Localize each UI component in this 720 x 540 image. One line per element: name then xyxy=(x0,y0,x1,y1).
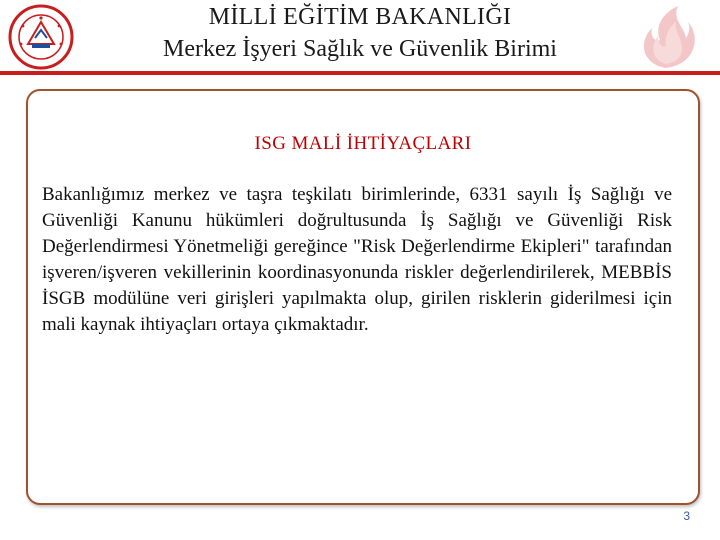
section-heading: ISG MALİ İHTİYAÇLARI xyxy=(254,133,472,154)
flame-icon xyxy=(626,2,706,72)
ministry-title: MİLLİ EĞİTİM BAKANLIĞI xyxy=(208,4,512,30)
content-panel xyxy=(26,89,700,505)
body-paragraph: Bakanlığımız merkez ve taşra teşkilatı birimlerinde, 6331 sayılı İş Sağlığı ve Güvenliği Kanunu hükümleri doğrultusunda İş Sağlığı ve Güvenliği Risk Değerlendirmesi Yönetmeliği gereğince "Risk Değerlendirme Ekipleri" tarafından işveren/işveren vekillerinin koordinasyonunda riskler değerlendirilerek, MEBBİS İSGB modülüne veri girişleri yapılmakta olup, girilen risklerin giderilmesi için mali kaynak ihtiyaçları ortaya çıkmaktadır. xyxy=(42,184,672,335)
header-accent-bar xyxy=(0,71,720,75)
page-number: 3 xyxy=(683,509,690,523)
slide-header xyxy=(0,0,720,75)
unit-subtitle: Merkez İşyeri Sağlık ve Güvenlik Birimi xyxy=(163,36,557,62)
